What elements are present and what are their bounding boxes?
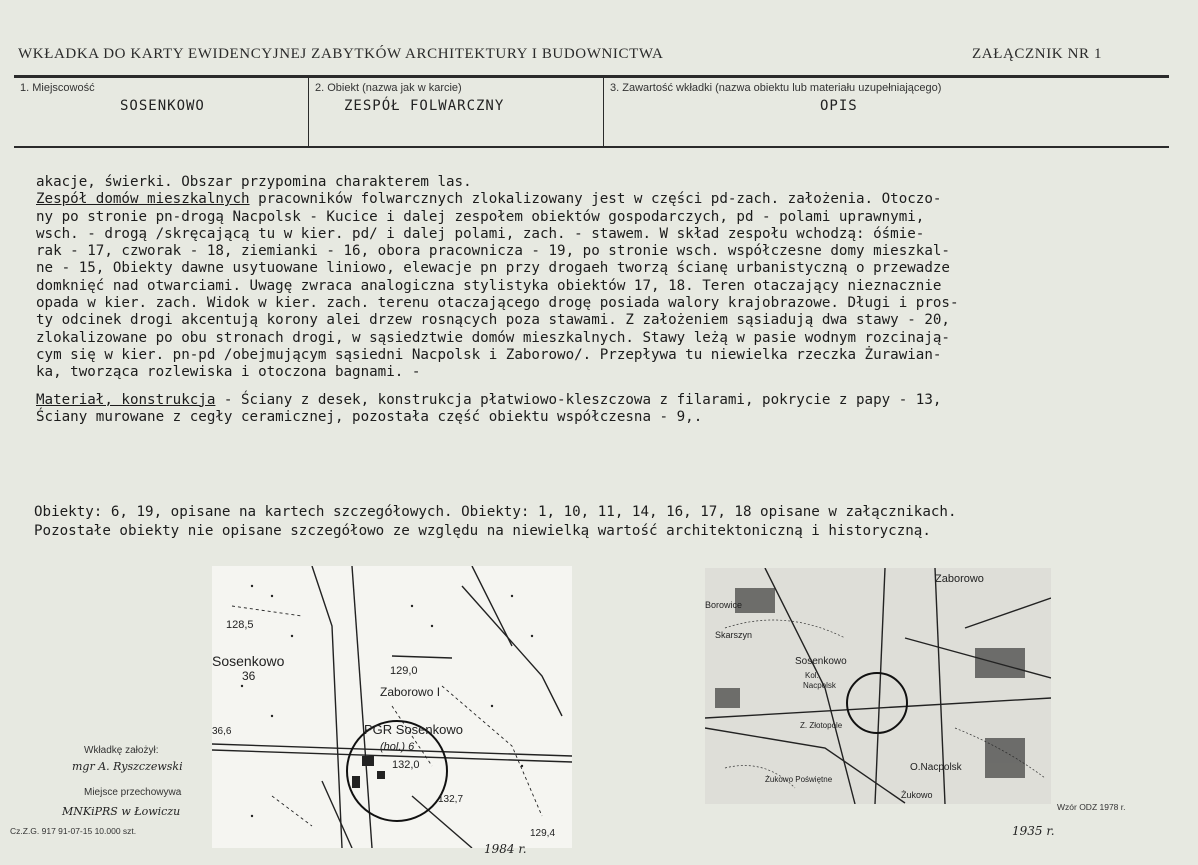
map-1984-year: 1984 r. xyxy=(484,842,527,856)
text-line: Obiekty: 6, 19, opisane na kartech szczegółowych. Obiekty: 1, 10, 11, 14, 16, 17, 18 opisane w załącznikach. xyxy=(34,504,957,520)
storage-label: Miejsce przechowywa xyxy=(84,787,182,798)
author-label: Wkładkę założył: xyxy=(84,745,159,756)
form-code: Wzór ODZ 1978 r. xyxy=(1057,802,1126,812)
field-label-object: 2. Obiekt (nazwa jak w karcie) xyxy=(315,82,462,94)
map-label: Sosenkowo xyxy=(212,653,285,669)
text-line: cym się w kier. pn-pd /obejmującym sąsiedni Nacpolsk i Zaborowo/. Przepływa tu niewielka rzeczka Żurawian- xyxy=(36,346,942,363)
text-fragment: - Ściany z desek, konstrukcja płatwiowo-kleszczowa z filarami, pokrycie z papy - 13, xyxy=(215,391,942,408)
map-label: Zaborowo I xyxy=(380,685,441,699)
card-title: WKŁADKA DO KARTY EWIDENCYJNEJ ZABYTKÓW ARCHITEKTURY I BUDOWNICTWA xyxy=(18,46,664,62)
text-line: opada w kier. zach. Widok w kier. zach. terenu otaczającego drogę posiada walory krajobrazowe. Długi i pros- xyxy=(36,295,959,312)
map-1935 xyxy=(705,568,1051,804)
field-divider xyxy=(603,78,604,146)
storage-value: MNKiPRS w Łowiczu xyxy=(62,805,181,818)
map-label: Z. Złotopole xyxy=(800,721,843,730)
map-1984 xyxy=(212,566,572,848)
text-line: rak - 17, czworak - 18, ziemianki - 16, obora pracownicza - 19, po stronie wsch. współczesne domy mieszkal- xyxy=(36,243,950,260)
text-line: akacje, świerki. Obszar przypomina charakterem las. xyxy=(36,174,472,190)
field-value-content: OPIS xyxy=(820,98,858,114)
text-line: zlokalizowane po obu stronach drogi, w sąsiedztwie domów mieszkalnych. Stawy leżą w pasie wodnym rozcinają- xyxy=(36,329,950,346)
text-line: ty odcinek drogi akcentują korony alei drzew rosnących poza stawami. Z założeniem sąsiadują dwa stawy - 20, xyxy=(36,312,950,329)
field-label-content: 3. Zawartość wkładki (nazwa obiektu lub materiału uzupełniającego) xyxy=(610,82,942,94)
map-label: Sosenkowo xyxy=(795,656,847,667)
text-line: ka, tworząca rozlewiska i otoczona bagnami. - xyxy=(36,364,421,381)
field-value-locality: SOSENKOWO xyxy=(120,98,205,114)
map-label: 36,6 xyxy=(212,726,232,737)
map-label: 36 xyxy=(242,669,256,683)
map-label: 129,4 xyxy=(530,828,556,839)
map-label: Skarszyn xyxy=(715,630,753,640)
section-heading: Zespół domów mieszkalnych xyxy=(36,191,250,208)
map-label: Nacpolsk xyxy=(803,681,836,690)
map-1935-year: 1935 r. xyxy=(1012,824,1055,838)
map-label: 129,0 xyxy=(390,665,418,677)
map-1935-drawing xyxy=(705,568,1051,804)
map-label: Kol. xyxy=(805,671,819,680)
field-divider xyxy=(308,78,309,146)
text-line: Pozostałe obiekty nie opisane szczegółowo ze względu na niewielką wartość architektoniczną i historyczną. xyxy=(34,523,931,539)
description-text xyxy=(36,174,1166,426)
objects-note xyxy=(34,503,957,541)
text-line: ny po stronie pn-drogą Nacpolsk - Kucice i dalej zespołem obiektów gospodarczych, pd - polami uprawnymi, xyxy=(36,208,925,225)
map-label: O.Nacpolsk xyxy=(910,762,962,773)
section-heading: Materiał, konstrukcja xyxy=(36,391,216,408)
fields-bottom-rule xyxy=(14,146,1169,148)
text-fragment: pracowników folwarcznych zlokalizowany jest w części pd-zach. założenia. Otoczo- xyxy=(249,191,942,208)
text-line: domknięć nad otwarciami. Uwagę zwraca analogiczna stylistyka obiektów 17, 18. Teren otaczający nieznacznie xyxy=(36,277,942,294)
text-line xyxy=(36,191,1166,208)
map-label: Żukowo Poświętne xyxy=(765,775,833,784)
field-label-locality: 1. Miejscowość xyxy=(20,82,95,94)
map-label: PGR Sosenkowo xyxy=(364,722,463,737)
map-label: Żukowo xyxy=(901,790,933,800)
print-info: Cz.Z.G. 917 91-07-15 10.000 szt. xyxy=(10,826,137,836)
header-rule xyxy=(14,75,1169,78)
map-1984-drawing xyxy=(212,566,572,848)
map-label: 132,7 xyxy=(438,794,464,805)
map-label: (hol.) 6 xyxy=(380,741,415,753)
map-label: Borowice xyxy=(705,600,743,610)
map-label: 128,5 xyxy=(226,619,254,631)
map-label: Zaborowo xyxy=(935,573,984,585)
author-signature: mgr A. Ryszczewski xyxy=(72,760,183,773)
text-line xyxy=(36,392,1166,409)
attachment-number: ZAŁĄCZNIK NR 1 xyxy=(972,46,1103,62)
text-line: Ściany murowane z cegły ceramicznej, pozostała część obiektu współczesna - 9,. xyxy=(36,408,703,425)
map-label: 132,0 xyxy=(392,759,420,771)
text-line: ne - 15, Obiekty dawne usytuowane liniowo, elewacje pn przy drogaeh tworzą ścianę urbanistyczną o przewadze xyxy=(36,260,950,277)
text-line: wsch. - drogą /skręcającą tu w kier. pd/ i dalej polami, zach. - stawem. W skład zespołu wchodzą: óśmie- xyxy=(36,225,925,242)
field-value-object: ZESPÓŁ FOLWARCZNY xyxy=(344,98,505,114)
